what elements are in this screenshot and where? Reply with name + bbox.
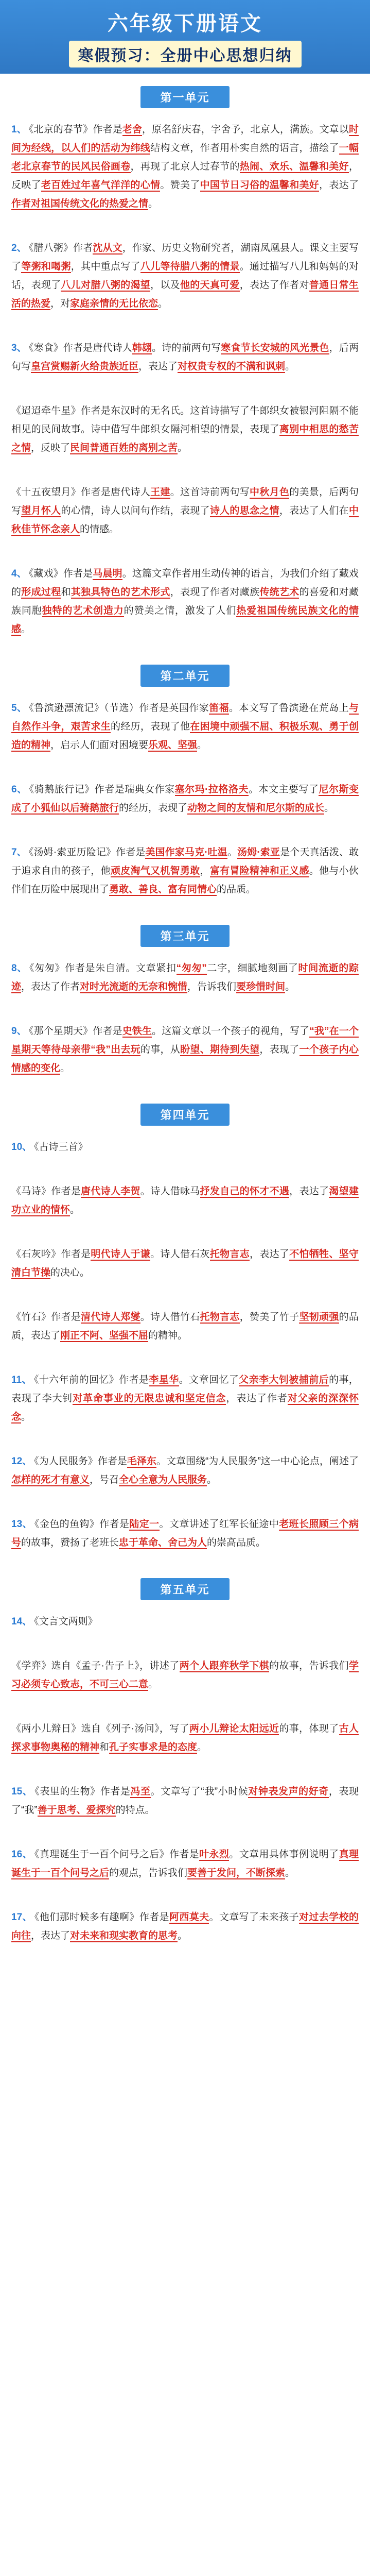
highlighted-keyphrase: 老舍 <box>122 124 143 135</box>
item-number: 1、 <box>11 124 27 135</box>
item-text: 。诗人借竹石 <box>140 1312 200 1323</box>
item-text: 的情感。 <box>80 524 119 535</box>
item-text: ，表达了 <box>31 1930 71 1941</box>
item-number: 16、 <box>11 1849 32 1860</box>
item-text: 的品质。 <box>217 884 256 895</box>
highlighted-keyphrase: 诗人的思念之情 <box>209 505 279 516</box>
highlighted-keyphrase: 等粥和喝粥 <box>21 261 71 272</box>
highlighted-keyphrase: 顽皮淘气又机智勇敢 <box>110 866 200 876</box>
summary-item <box>11 1452 359 1489</box>
item-text: 。 <box>285 981 295 992</box>
item-text: 。本文主要写了 <box>248 784 319 795</box>
highlighted-keyphrase: 中秋月色 <box>250 487 290 498</box>
item-text: ，赞美了竹子 <box>239 1312 299 1323</box>
unit-header-row <box>11 1104 359 1126</box>
highlighted-keyphrase: 毛泽东 <box>127 1456 156 1467</box>
item-number: 12、 <box>11 1456 32 1467</box>
item-text: 的特点。 <box>115 1805 155 1816</box>
highlighted-keyphrase: 对钟表发声的好奇 <box>248 1786 329 1797</box>
item-text: 《那个星期天》作者是 <box>28 1026 122 1037</box>
item-text: 《汤姆·索亚历险记》作者是 <box>28 847 146 858</box>
highlighted-keyphrase: 不怕牺牲、坚守清白节操 <box>11 1249 359 1278</box>
item-text: 。他与小伙伴们在历险中展现出了 <box>11 866 359 895</box>
highlighted-keyphrase: 热爱祖国传统民族文化的情感 <box>11 605 359 635</box>
highlighted-keyphrase: 尼尔斯变成了小狐仙以后骑鹅旅行 <box>11 784 359 814</box>
item-text: ，表现了“我” <box>11 1786 359 1816</box>
item-number: 17、 <box>11 1912 32 1923</box>
item-text: 《迢迢牵牛星》作者是东汉时的无名氏。这首诗描写了牛郎织女被银河阻隔不能相见的民间故事。诗中借写牛郎织女隔河相望的情景，表现了 <box>11 405 359 435</box>
unit-header-row <box>11 86 359 108</box>
highlighted-keyphrase: 忠于革命、舍己为人 <box>119 1537 207 1548</box>
item-text: 《北京的春节》作者是 <box>28 124 122 135</box>
highlighted-keyphrase: 父亲李大钊被捕前后 <box>239 1375 329 1385</box>
item-text: 的事，从 <box>140 1044 181 1055</box>
highlighted-keyphrase: 要珍惜时间 <box>236 981 286 992</box>
item-text: ，表现了作者对藏族 <box>170 587 260 598</box>
item-text: ，启示人们面对困境要 <box>50 740 149 751</box>
item-text: 。 <box>324 803 334 814</box>
highlighted-keyphrase: 要善于发问，不断探索 <box>187 1868 286 1878</box>
item-text: 的品质，表达了 <box>11 1312 359 1341</box>
highlighted-keyphrase: 老班长照顾三个病号 <box>11 1519 359 1548</box>
summary-item <box>11 1515 359 1552</box>
item-text: 《骑鹅旅行记》作者是瑞典女作家 <box>29 784 175 795</box>
unit-label: 第一单元 <box>140 86 229 108</box>
item-text: ，表达了 <box>319 180 359 191</box>
item-text: ，表达了作者 <box>21 981 80 992</box>
item-text: 。文章写了未来孩子 <box>209 1912 299 1923</box>
content-area <box>0 74 370 1945</box>
item-number: 14、 <box>11 1616 32 1627</box>
highlighted-keyphrase: 清代诗人郑燮 <box>81 1312 140 1323</box>
summary-item <box>11 1613 359 1631</box>
unit-label: 第二单元 <box>140 665 229 687</box>
highlighted-keyphrase: 阿西莫夫 <box>169 1912 209 1923</box>
item-text: 。 <box>197 1742 207 1753</box>
item-text: 结构文章，作者用朴实自然的语言，描绘了 <box>150 143 339 154</box>
item-text: 《十五夜望月》作者是唐代诗人 <box>11 487 151 498</box>
highlighted-keyphrase: 刚正不阿、坚强不屈 <box>60 1330 149 1341</box>
highlighted-keyphrase: 怎样的死才有意义 <box>11 1475 90 1485</box>
highlighted-keyphrase: 叶永烈 <box>199 1849 230 1860</box>
summary-item <box>11 1845 359 1883</box>
highlighted-keyphrase: 托物言志 <box>200 1312 240 1323</box>
item-text: ，再现了北京人过春节的 <box>130 161 240 172</box>
item-text: 的精神。 <box>148 1330 188 1341</box>
item-text: 。这篇文章以一个孩子的视角，写了 <box>152 1026 310 1037</box>
highlighted-keyphrase: 明代诗人于谦 <box>91 1249 151 1260</box>
highlighted-keyphrase: 独特的艺术创造力 <box>42 605 124 616</box>
item-text: 《石灰吟》作者是 <box>11 1249 91 1260</box>
unit-header-row <box>11 665 359 687</box>
item-text: 。文章回忆了 <box>179 1375 239 1385</box>
item-text: 。 <box>178 443 188 453</box>
item-text: ，反映了 <box>31 443 71 453</box>
item-text: ，表达了 <box>250 1249 290 1260</box>
item-number: 5、 <box>11 703 27 714</box>
item-text: 的观点，告诉我们 <box>109 1868 188 1878</box>
highlighted-keyphrase: 孔子实事求是的态度 <box>109 1742 198 1753</box>
item-text: 《马诗》作者是 <box>11 1186 81 1197</box>
item-text: 。文章写了“我”小时候 <box>150 1786 249 1797</box>
summary-item <box>11 565 359 639</box>
summary-item <box>11 1138 359 1157</box>
item-number: 13、 <box>11 1519 32 1530</box>
highlighted-keyphrase: 寒食节长安城的风光景色 <box>221 343 329 353</box>
highlighted-keyphrase: 动物之间的友情和尼尔斯的成长 <box>187 803 325 814</box>
highlighted-keyphrase: 普通日常生活的热爱 <box>11 280 359 309</box>
highlighted-keyphrase: “我”在一个星期天等待母亲带“我”出去玩 <box>11 1026 359 1055</box>
highlighted-keyphrase: 沈从文 <box>93 243 122 253</box>
summary-item <box>11 121 359 213</box>
highlighted-keyphrase: 坚韧顽强 <box>299 1312 339 1323</box>
highlighted-keyphrase: 热闹、欢乐、温馨和美好 <box>239 161 349 172</box>
item-text: ，原名舒庆春，字舍予，北京人，满族。文章以 <box>142 124 349 135</box>
item-number: 8、 <box>11 963 27 974</box>
highlighted-keyphrase: 汤姆·索亚 <box>237 847 280 858</box>
item-text: ，表达了 <box>289 1186 329 1197</box>
item-text: 《寒食》作者是唐代诗人 <box>28 343 132 353</box>
item-text: 《竹石》作者是 <box>11 1312 81 1323</box>
summary-item <box>11 699 359 755</box>
item-text: 《十六年前的回忆》作者是 <box>33 1375 149 1385</box>
item-text: 《他们那时候多有趣啊》作者是 <box>34 1912 169 1923</box>
item-text: 。诗的前两句写 <box>152 343 221 353</box>
item-text: 和 <box>61 587 71 598</box>
summary-item <box>11 843 359 899</box>
item-text: 《表里的生物》作者是 <box>34 1786 131 1797</box>
item-text: 的经历，表现了他 <box>110 721 190 732</box>
item-number: 7、 <box>11 847 27 858</box>
item-text: 。 <box>178 1930 188 1941</box>
item-text: ，后两句写 <box>11 343 359 372</box>
summary-item <box>11 1783 359 1820</box>
highlighted-keyphrase: 他的天真可爱 <box>180 280 240 291</box>
highlighted-keyphrase: 美国作家马克·吐温 <box>145 847 227 858</box>
item-text: 。这首诗前两句写 <box>170 487 250 498</box>
page-header <box>0 0 370 74</box>
highlighted-keyphrase: 望月怀人 <box>21 505 61 516</box>
item-text: 的故事，告诉我们 <box>269 1660 349 1671</box>
highlighted-keyphrase: 时间流逝的踪迹 <box>11 963 359 992</box>
highlighted-keyphrase: 陆定一 <box>129 1519 160 1530</box>
item-text: ，以及 <box>150 280 180 291</box>
highlighted-keyphrase: 塞尔玛·拉格洛夫 <box>174 784 249 795</box>
item-number: 2、 <box>11 243 27 253</box>
highlighted-keyphrase: 八儿对腊八粥的渴望 <box>61 280 151 291</box>
item-text: ，反映了 <box>11 161 359 191</box>
item-text: 。通过描写八儿和妈妈的对话，表现了 <box>11 261 359 291</box>
highlighted-keyphrase: 其独具特色的艺术形式 <box>71 587 170 598</box>
item-number: 3、 <box>11 343 27 353</box>
item-number: 15、 <box>11 1786 33 1797</box>
item-number: 4、 <box>11 568 27 579</box>
item-text: 的故事，赞扬了老班长 <box>21 1537 119 1548</box>
highlighted-keyphrase: 时间为经线，以人们的活动为纬线 <box>11 124 359 154</box>
item-text: 《文言文两则》 <box>34 1616 98 1627</box>
page-title: 六年级下册语文 <box>108 12 262 35</box>
item-text: 。赞美了 <box>160 180 200 191</box>
item-text: 是个天真活泼、敢于追求自由的孩子，他 <box>11 847 359 876</box>
item-text: 。文章围绕“为人民服务”这一中心论点，阐述了 <box>156 1456 359 1467</box>
highlighted-keyphrase: 古人探求事物奥秘的精神 <box>11 1723 359 1753</box>
item-text: 。 <box>70 1205 80 1215</box>
highlighted-keyphrase: 传统艺术 <box>259 587 299 598</box>
item-text: 的美景，后两句写 <box>11 487 359 516</box>
summary-item <box>11 1245 359 1282</box>
item-text: 《两小儿辩日》选自《列子·汤问》，写了 <box>11 1723 189 1734</box>
highlighted-keyphrase: 八儿等待腊八粥的情景 <box>140 261 240 272</box>
item-text: ， <box>200 866 210 876</box>
item-text: 。本文写了鲁滨逊在荒岛上 <box>229 703 349 714</box>
item-text: 《金色的鱼钩》作者是 <box>34 1519 130 1530</box>
item-text: ，表达了作者 <box>226 1393 288 1404</box>
item-text: 的决心。 <box>50 1267 90 1278</box>
item-text: ，表达了人们在 <box>279 505 349 516</box>
highlighted-keyphrase: 全心全意为人民服务 <box>119 1475 207 1485</box>
highlighted-keyphrase: 对时光流逝的无奈和惋惜 <box>80 981 188 992</box>
item-text: 《藏戏》作者是 <box>28 568 93 579</box>
item-text: 。 <box>60 1063 71 1074</box>
highlighted-keyphrase: 笛福 <box>209 703 230 714</box>
highlighted-keyphrase: 一幅老北京春节的民风民俗画卷 <box>11 143 359 172</box>
highlighted-keyphrase: 对权贵专权的不满和讽刺 <box>178 361 286 372</box>
summary-item <box>11 1371 359 1427</box>
highlighted-keyphrase: 韩翃 <box>132 343 152 353</box>
item-text: 的经历，表现了 <box>119 803 188 814</box>
highlighted-keyphrase: “匆匆” <box>176 963 207 974</box>
summary-item <box>11 1308 359 1345</box>
item-text: ，表达了 <box>138 361 178 372</box>
item-text: ，告诉我们 <box>187 981 237 992</box>
item-text: 的事，体现了 <box>279 1723 339 1734</box>
item-text: 《学弈》选自《孟子·告子上》，讲述了 <box>11 1660 180 1671</box>
item-text: 。 <box>227 847 238 858</box>
item-text: ，作家、历史文物研究者，湖南凤凰县人。课文主要写了 <box>11 243 359 272</box>
unit-label: 第四单元 <box>140 1104 229 1126</box>
highlighted-keyphrase: 皇宫赏赐新火给贵族近臣 <box>31 361 139 372</box>
highlighted-keyphrase: 两个人跟弈秋学下棋 <box>179 1660 269 1671</box>
item-text: ，表现了 <box>259 1044 299 1055</box>
summary-item <box>11 339 359 376</box>
summary-item <box>11 402 359 457</box>
summary-item <box>11 239 359 313</box>
highlighted-keyphrase: 对革命事业的无限忠诚和坚定信念 <box>73 1393 226 1404</box>
highlighted-keyphrase: 对过去学校的向往 <box>11 1912 359 1941</box>
item-text: 的赞美之情，激发了人们 <box>124 605 237 616</box>
page-subtitle: 寒假预习：全册中心思想归纳 <box>69 41 302 67</box>
unit-label: 第五单元 <box>140 1578 229 1600</box>
highlighted-keyphrase: 离别中相思的愁苦之情 <box>11 424 359 453</box>
summary-item <box>11 1908 359 1945</box>
item-text: 。 <box>285 1868 295 1878</box>
highlighted-keyphrase: 渴望建功立业的情怀 <box>11 1186 359 1215</box>
item-number: 10、 <box>11 1142 32 1153</box>
highlighted-keyphrase: 一个孩子内心情感的变化 <box>11 1044 359 1074</box>
highlighted-keyphrase: 在困境中顽强不屈、积极乐观、勇于创造的精神 <box>11 721 359 751</box>
summary-item <box>11 1022 359 1078</box>
item-text: 。文章讲述了红军长征途中 <box>159 1519 279 1530</box>
highlighted-keyphrase: 形成过程 <box>21 587 61 598</box>
item-text: 《真理诞生于一百个问号之后》作者是 <box>34 1849 200 1860</box>
unit-header-row <box>11 1578 359 1600</box>
highlighted-keyphrase: 马晨明 <box>93 568 122 579</box>
highlighted-keyphrase: 勇敢、善良、富有同情心 <box>109 884 217 895</box>
item-text: 。 <box>148 1679 158 1690</box>
item-text: 《匆匆》作者是朱自清。文章紧扣 <box>29 963 177 974</box>
summary-item <box>11 959 359 996</box>
item-text: 二字，细腻地刻画了 <box>206 963 298 974</box>
item-number: 11、 <box>11 1375 32 1385</box>
highlighted-keyphrase: 作者对祖国传统文化的热爱之情 <box>11 198 149 209</box>
item-text: 。文章用具体事例说明了 <box>229 1849 339 1860</box>
item-text: 。 <box>158 298 168 309</box>
summary-item <box>11 1182 359 1219</box>
item-text: 。 <box>148 198 158 209</box>
item-text: 《鲁滨逊漂流记》（节选）作者是英国作家 <box>29 703 209 714</box>
unit-label: 第三单元 <box>140 925 229 947</box>
highlighted-keyphrase: 家庭亲情的无比依恋 <box>70 298 158 309</box>
highlighted-keyphrase: 对父亲的深深怀念 <box>11 1393 359 1422</box>
highlighted-keyphrase: 抒发自己的怀才不遇 <box>200 1186 290 1197</box>
item-text: 。 <box>197 740 207 751</box>
unit-header-row <box>11 925 359 947</box>
summary-item <box>11 1657 359 1694</box>
highlighted-keyphrase: 中秋佳节怀念亲人 <box>11 505 359 535</box>
highlighted-keyphrase: 真理诞生于一百个问号之后 <box>11 1849 359 1878</box>
highlighted-keyphrase: 与自然作斗争，艰苦求生 <box>11 703 359 732</box>
highlighted-keyphrase: 王建 <box>150 487 170 498</box>
item-text: ，表达了作者对 <box>239 280 309 291</box>
item-text: 《腊八粥》作者 <box>28 243 93 253</box>
item-text: 的崇高品质。 <box>207 1537 266 1548</box>
highlighted-keyphrase: 民间普通百姓的离别之苦 <box>70 443 178 453</box>
highlighted-keyphrase: 老百姓过年喜气洋洋的心情 <box>41 180 161 191</box>
summary-item <box>11 781 359 818</box>
item-text: 。诗人借石灰 <box>150 1249 210 1260</box>
highlighted-keyphrase: 史铁生 <box>122 1026 152 1037</box>
highlighted-keyphrase: 两小儿辩论太阳远近 <box>189 1723 279 1734</box>
item-text: 。诗人借咏马 <box>140 1186 200 1197</box>
highlighted-keyphrase: 乐观、坚强 <box>148 740 198 751</box>
item-text: 。 <box>21 1412 31 1422</box>
item-text: 的心情，诗人以问句作结，表现了 <box>61 505 210 516</box>
item-text: 的喜爱和对藏族同胞 <box>11 587 359 616</box>
item-text: 《为人民服务》作者是 <box>34 1456 127 1467</box>
item-text: 和 <box>99 1742 110 1753</box>
highlighted-keyphrase: 盼望、期待到失望 <box>180 1044 260 1055</box>
highlighted-keyphrase: 冯至 <box>130 1786 151 1797</box>
highlighted-keyphrase: 对未来和现实教育的思考 <box>70 1930 178 1941</box>
item-text: 。 <box>285 361 295 372</box>
item-text: 的事，表现了李大钊 <box>11 1375 359 1404</box>
item-text: 。 <box>21 624 31 635</box>
summary-item <box>11 483 359 539</box>
highlighted-keyphrase: 托物言志 <box>209 1249 250 1260</box>
item-text: 。这篇文章作者用生动传神的语言，为我们介绍了藏戏的 <box>11 568 359 598</box>
highlighted-keyphrase: 中国节日习俗的温馨和美好 <box>200 180 320 191</box>
item-text: 。 <box>207 1475 217 1485</box>
item-number: 9、 <box>11 1026 27 1037</box>
summary-item <box>11 1720 359 1757</box>
item-text: ，号召 <box>90 1475 119 1485</box>
highlighted-keyphrase: 唐代诗人李贺 <box>81 1186 140 1197</box>
item-text: ，对 <box>50 298 71 309</box>
highlighted-keyphrase: 善于思考、爱探究 <box>37 1805 116 1816</box>
item-text: 《古诗三首》 <box>34 1142 88 1153</box>
highlighted-keyphrase: 李星华 <box>149 1375 179 1385</box>
item-number: 6、 <box>11 784 27 795</box>
highlighted-keyphrase: 学习必须专心致志，不可三心二意 <box>11 1660 359 1690</box>
highlighted-keyphrase: 富有冒险精神和正义感 <box>209 866 309 876</box>
item-text: ，其中重点写了 <box>71 261 140 272</box>
